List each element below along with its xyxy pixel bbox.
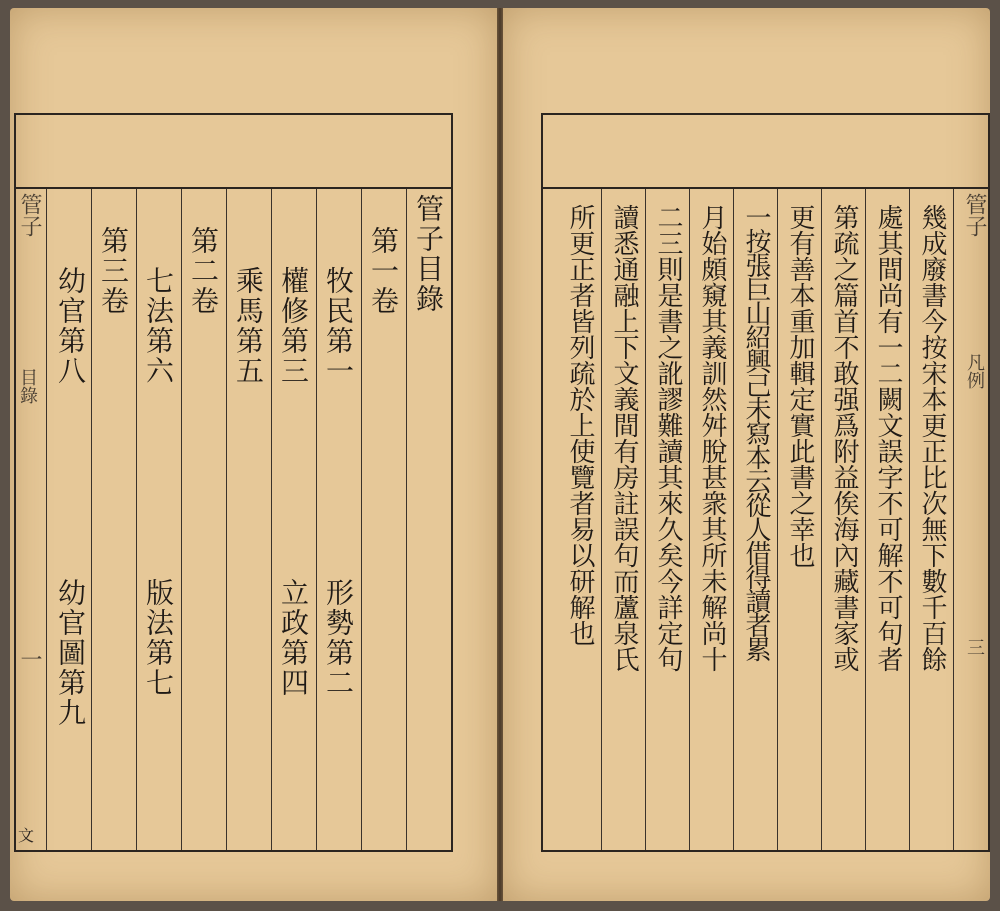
chapter-2: 形勢第二 [322, 578, 355, 698]
catalog-title: 管子目錄 [412, 194, 445, 314]
left-headband [16, 115, 451, 189]
text-column-8: 讀悉通融上下文義間有房註誤句而蘆泉氏 [609, 204, 639, 672]
text-column-4: 更有善本重加輯定實此書之幸也 [785, 204, 815, 568]
chapter-7: 版法第七 [142, 578, 175, 698]
left-page-frame [14, 113, 453, 852]
chapter-9: 幼官圖第九 [54, 578, 87, 728]
text-column-3: 第疏之篇首不敢强爲附益俟海內藏書家或 [829, 204, 859, 672]
right-margin-section: 凡例 [964, 353, 985, 389]
left-margin-section: 目錄 [17, 368, 38, 404]
volume-2-heading: 第二卷 [187, 226, 220, 316]
text-column-9: 所更正者皆列疏於上使覽者易以研解也 [565, 204, 595, 646]
text-column-5: 一按張巨山紹興己未寫本云從人借得讀者累 [741, 204, 771, 660]
volume-3-heading: 第三卷 [97, 226, 130, 316]
right-margin-number: 三 [964, 638, 985, 656]
text-column-2: 處其間尚有一二闕文誤字不可解不可句者 [873, 204, 903, 672]
text-column-7: 二三則是書之訛謬難讀其來久矣今詳定句 [653, 204, 683, 672]
right-page [503, 8, 990, 901]
chapter-3: 權修第三 [277, 266, 310, 386]
left-margin-title: 管子 [17, 193, 42, 237]
right-headband [543, 115, 988, 189]
volume-1-heading: 第一卷 [367, 226, 400, 316]
chapter-1: 牧民第一 [322, 266, 355, 386]
left-corner-char: 文 [18, 826, 35, 845]
chapter-6: 七法第六 [142, 266, 175, 386]
left-page [10, 8, 497, 901]
right-margin-title: 管子 [962, 193, 987, 237]
text-column-1: 幾成廢書今按宋本更正比次無下數千百餘 [917, 204, 947, 672]
text-column-6: 月始頗窺其義訓然舛脫甚衆其所未解尚十 [697, 204, 727, 672]
left-margin-number: 一 [17, 648, 42, 670]
chapter-4: 立政第四 [277, 578, 310, 698]
chapter-8: 幼官第八 [54, 266, 87, 386]
chapter-5: 乘馬第五 [232, 266, 265, 386]
